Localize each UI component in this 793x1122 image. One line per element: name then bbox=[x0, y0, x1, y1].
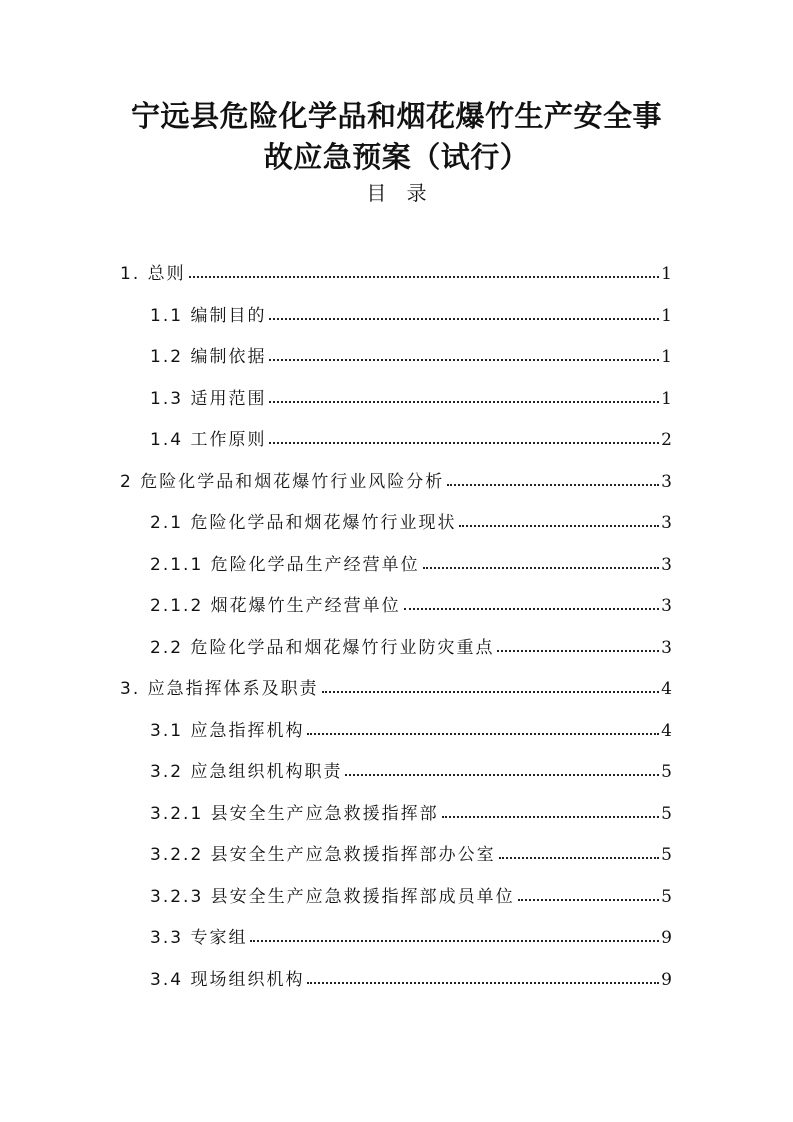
toc-heading: 目 录 bbox=[366, 181, 427, 205]
toc-entry-page-number: 1 bbox=[661, 347, 672, 367]
toc-entry[interactable] bbox=[120, 875, 672, 907]
toc-entry[interactable] bbox=[120, 294, 672, 326]
toc-entry-label: 3.3 专家组 bbox=[150, 928, 248, 948]
toc-dot-leader bbox=[250, 940, 659, 942]
toc-entry-label: 3.2.3 县安全生产应急救援指挥部成员单位 bbox=[150, 886, 515, 907]
toc-entry-page-number: 9 bbox=[661, 928, 672, 948]
toc-dot-leader bbox=[497, 650, 659, 652]
toc-entry-page-number: 4 bbox=[661, 720, 672, 741]
toc-entry-page-number: 2 bbox=[661, 430, 672, 450]
toc-entry-label: 2 危险化学品和烟花爆竹行业风险分析 bbox=[120, 471, 445, 492]
toc-entry-page-number: 1 bbox=[661, 305, 672, 326]
toc-entry[interactable] bbox=[120, 335, 672, 367]
toc-entry-page-number: 5 bbox=[661, 762, 672, 782]
toc-dot-leader bbox=[269, 442, 659, 444]
toc-dot-leader bbox=[404, 608, 660, 610]
toc-dot-leader bbox=[518, 899, 660, 901]
toc-entry[interactable] bbox=[120, 916, 672, 948]
toc-entry[interactable] bbox=[120, 460, 672, 492]
toc-dot-leader bbox=[307, 982, 659, 984]
document-title bbox=[0, 96, 793, 178]
toc-entry-label: 3.2 应急组织机构职责 bbox=[150, 762, 343, 782]
toc-entry-label: 2.1 危险化学品和烟花爆竹行业现状 bbox=[150, 513, 457, 533]
toc-entry[interactable] bbox=[120, 584, 672, 616]
toc-dot-leader bbox=[307, 733, 659, 735]
toc-entry-label: 1.2 编制依据 bbox=[150, 347, 267, 367]
toc-entry[interactable] bbox=[120, 377, 672, 409]
toc-entry-label: 3.2.1 县安全生产应急救援指挥部 bbox=[150, 803, 439, 824]
toc-entry-label: 3. 应急指挥体系及职责 bbox=[120, 679, 319, 699]
toc-dot-leader bbox=[269, 401, 659, 403]
toc-entry-label: 1.4 工作原则 bbox=[150, 430, 267, 450]
toc-entry-label: 3.4 现场组织机构 bbox=[150, 969, 305, 990]
toc-entry-page-number: 5 bbox=[661, 803, 672, 824]
toc-dot-leader bbox=[269, 318, 659, 320]
toc-entry-page-number: 5 bbox=[661, 886, 672, 907]
toc-entry[interactable] bbox=[120, 626, 672, 658]
toc-entry[interactable] bbox=[120, 667, 672, 699]
toc-entry[interactable] bbox=[120, 501, 672, 533]
toc-entry[interactable] bbox=[120, 709, 672, 741]
toc-dot-leader bbox=[459, 525, 659, 527]
toc-entry[interactable] bbox=[120, 418, 672, 450]
toc-dot-leader bbox=[442, 816, 660, 818]
toc-entry-label: 3.1 应急指挥机构 bbox=[150, 720, 305, 741]
toc-entry-label: 1.3 适用范围 bbox=[150, 388, 267, 409]
toc-dot-leader bbox=[269, 359, 659, 361]
toc-dot-leader bbox=[345, 774, 659, 776]
toc-entry-page-number: 1 bbox=[661, 264, 672, 284]
toc-entry-page-number: 1 bbox=[661, 388, 672, 409]
toc-entry-page-number: 3 bbox=[661, 637, 672, 658]
toc-entry[interactable] bbox=[120, 543, 672, 575]
toc-entry[interactable] bbox=[120, 252, 672, 284]
toc-entry[interactable] bbox=[120, 958, 672, 990]
toc-dot-leader bbox=[322, 691, 660, 693]
toc-entry-label: 2.1.2 烟花爆竹生产经营单位 bbox=[150, 596, 401, 616]
toc-dot-leader bbox=[189, 276, 660, 278]
toc-entry-page-number: 5 bbox=[661, 845, 672, 865]
toc-entry-label: 1.1 编制目的 bbox=[150, 305, 267, 326]
toc-entry-page-number: 3 bbox=[661, 513, 672, 533]
toc-entry-page-number: 3 bbox=[661, 596, 672, 616]
toc-dot-leader bbox=[499, 857, 660, 859]
toc-entry-label: 2.1.1 危险化学品生产经营单位 bbox=[150, 554, 420, 575]
document-title-line-2: 故应急预案（试行） bbox=[263, 140, 530, 174]
toc-entry-label: 3.2.2 县安全生产应急救援指挥部办公室 bbox=[150, 845, 496, 865]
toc-dot-leader bbox=[423, 567, 660, 569]
toc-entry-page-number: 9 bbox=[661, 969, 672, 990]
toc-dot-leader bbox=[447, 484, 659, 486]
toc-entry[interactable] bbox=[120, 833, 672, 865]
toc-entry[interactable] bbox=[120, 792, 672, 824]
toc-entry-label: 1. 总则 bbox=[120, 264, 186, 284]
toc-entry-label: 2.2 危险化学品和烟花爆竹行业防灾重点 bbox=[150, 637, 495, 658]
toc-entry-page-number: 3 bbox=[661, 471, 672, 492]
toc-entry-page-number: 4 bbox=[661, 679, 672, 699]
toc-entry-page-number: 3 bbox=[661, 554, 672, 575]
toc-entry[interactable] bbox=[120, 750, 672, 782]
document-title-line-1: 宁远县危险化学品和烟花爆竹生产安全事 bbox=[130, 99, 662, 133]
